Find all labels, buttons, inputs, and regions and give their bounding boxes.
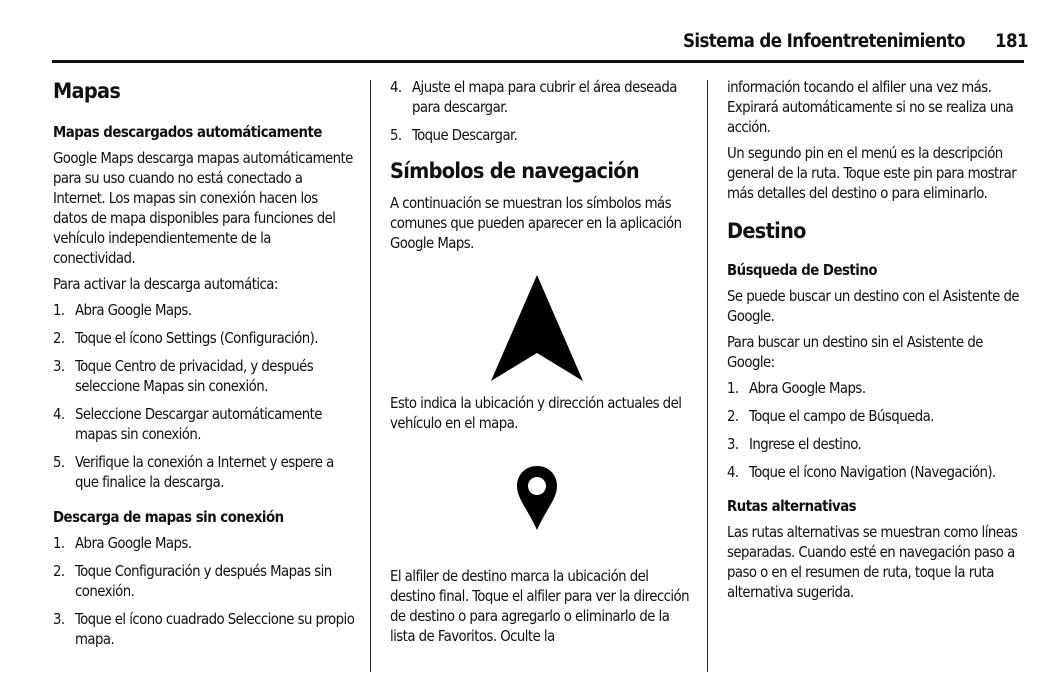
column-divider	[707, 80, 708, 672]
list-item: 1. Abra Google Maps.	[53, 535, 192, 552]
navigation-arrow-figure	[382, 273, 692, 383]
list-item: 3. Ingrese el destino.	[727, 436, 862, 453]
paragraph-auto-download: Google Maps descarga mapas automáticamente para su uso cuando no está conectado a Internet. Los mapas sin conexión hacen los datos de mapa disponibles para funciones del vehículo independientemente de la conectividad.	[53, 150, 353, 267]
list-item: 1. Abra Google Maps.	[727, 380, 866, 397]
caption-navigation-arrow: Esto indica la ubicación y dirección actuales del vehículo en el mapa.	[390, 395, 682, 432]
subheading-alternate-routes: Rutas alternativas	[727, 498, 857, 515]
destination-pin-icon	[515, 464, 559, 532]
steps-auto-download	[53, 301, 355, 493]
paragraph-enable-intro: Para activar la descarga automática:	[53, 276, 278, 293]
column-2	[390, 78, 692, 647]
steps-destination-search	[727, 379, 1029, 483]
page-header	[0, 0, 1054, 66]
section-title-symbols: Símbolos de navegación	[390, 159, 639, 184]
list-item: 2. Toque el campo de Búsqueda.	[727, 408, 934, 425]
column-3	[727, 78, 1029, 603]
steps-continued	[390, 78, 692, 146]
subheading-auto-download: Mapas descargados automáticamente	[53, 124, 322, 141]
subheading-destination-search: Búsqueda de Destino	[727, 262, 877, 279]
list-item: 4. Seleccione Descargar automáticamente mapas sin conexión.	[53, 406, 322, 443]
paragraph-symbols-intro: A continuación se muestran los símbolos más comunes que pueden aparecer en la aplicación Google Maps.	[390, 195, 682, 252]
list-item: 5. Toque Descargar.	[390, 127, 518, 144]
paragraph-manual-search-intro: Para buscar un destino sin el Asistente de Google:	[727, 334, 983, 371]
header-title: Sistema de Infoentretenimiento	[683, 31, 965, 52]
list-item: 2. Toque el ícono Settings (Configuración).	[53, 330, 318, 347]
list-item: 2. Toque Configuración y después Mapas sin conexión.	[53, 563, 332, 600]
header-rule	[52, 60, 1024, 63]
column-divider	[370, 80, 371, 672]
list-item: 4. Ajuste el mapa para cubrir el área deseada para descargar.	[390, 79, 677, 116]
page-number: 181	[995, 31, 1028, 52]
list-item: 4. Toque el ícono Navigation (Navegación).	[727, 464, 996, 481]
steps-offline-download	[53, 534, 355, 650]
paragraph-assistant-search: Se puede buscar un destino con el Asistente de Google.	[727, 288, 1019, 325]
section-title-mapas: Mapas	[53, 79, 121, 104]
paragraph-continued: información tocando el alfiler una vez más. Expirará automáticamente si no se realiza una acción.	[727, 79, 1014, 136]
navigation-arrow-icon	[489, 273, 585, 383]
section-title-destino: Destino	[727, 219, 806, 244]
paragraph-alternate-routes: Las rutas alternativas se muestran como líneas separadas. Cuando esté en navegación paso a paso o en el resumen de ruta, toque la ruta alternativa sugerida.	[727, 524, 1018, 601]
column-1	[53, 78, 355, 658]
destination-pin-figure	[382, 464, 692, 532]
list-item: 3. Toque el ícono cuadrado Seleccione su propio mapa.	[53, 611, 355, 648]
list-item: 1. Abra Google Maps.	[53, 302, 192, 319]
list-item: 3. Toque Centro de privacidad, y después seleccione Mapas sin conexión.	[53, 358, 314, 395]
caption-destination-pin: El alfiler de destino marca la ubicación del destino final. Toque el alfiler para ver la dirección de destino o para agregarlo o eliminarlo de la lista de Favoritos. Oculte la	[390, 568, 690, 645]
list-item: 5. Verifique la conexión a Internet y espere a que finalice la descarga.	[53, 454, 334, 491]
subheading-offline-download: Descarga de mapas sin conexión	[53, 509, 284, 526]
paragraph-route-overview: Un segundo pin en el menú es la descripción general de la ruta. Toque este pin para mostrar más detalles del destino o para eliminarlo.	[727, 145, 1017, 202]
